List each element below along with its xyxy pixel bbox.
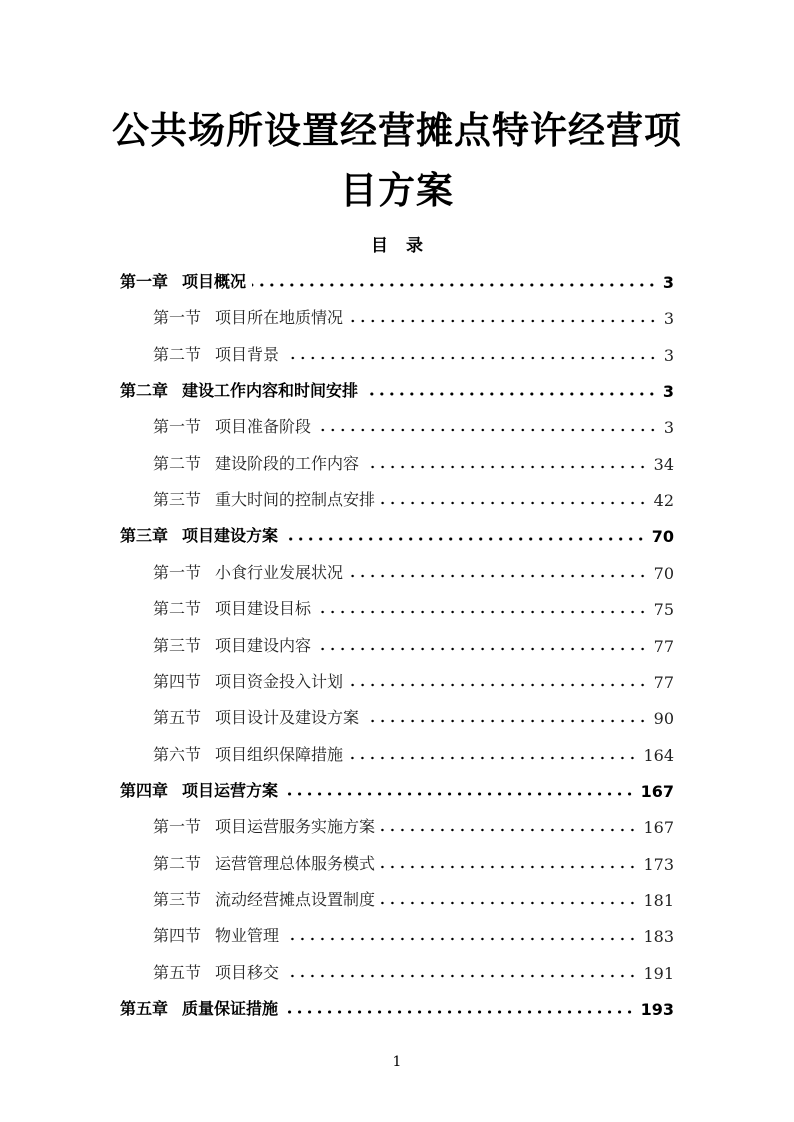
toc-entry-number: 第五章 [120,999,169,1018]
toc-entry-number: 第一章 [120,272,169,291]
dot-leader [364,392,657,396]
dot-leader [349,574,648,578]
toc-entry-number: 第三节 [153,635,202,655]
toc-entry-title: 项目运营方案 [182,780,279,800]
toc-entry-label [153,705,359,728]
toc-entry-title: 项目准备阶段 [215,417,312,437]
toc-entry-section[interactable] [153,811,674,837]
toc-entry-page: 183 [643,927,674,947]
toc-entry-title: 项目移交 [215,962,280,982]
toc-entry-number: 第一节 [153,562,202,582]
toc-entry-label [120,269,246,292]
document-title-line-2: 目方案 [340,169,454,212]
page-number: 1 [392,1054,402,1070]
dot-leader [365,719,648,723]
toc-entry-title: 项目设计及建设方案 [215,708,360,728]
toc-entry-label [120,778,278,801]
toc-entry-label [153,814,375,837]
toc-entry-title: 项目资金投入计划 [215,671,344,691]
toc-entry-section[interactable] [153,630,674,656]
toc-entry-label [153,887,375,910]
toc-entry-title: 项目所在地质情况 [215,308,344,328]
toc-entry-label [153,451,359,474]
toc-entry-number: 第二章 [120,381,169,401]
toc-entry-label [153,742,343,765]
toc-entry-number: 第三章 [120,526,169,546]
dot-leader [317,610,648,614]
dot-leader [381,828,637,832]
toc-entry-title: 项目建设内容 [215,635,312,655]
toc-entry-label [120,523,278,546]
toc-entry-number: 第四章 [120,780,169,800]
toc-entry-page: 77 [653,636,674,656]
toc-entry-title: 流动经营摊点设置制度 [215,889,376,909]
toc-entry-title: 项目建设方案 [182,526,279,546]
dot-leader [365,465,648,469]
toc-entry-label [153,305,343,328]
toc-entry-number: 第五节 [153,708,202,728]
toc-entry-page: 167 [643,818,674,838]
toc-entry-label [153,596,311,619]
toc-entry-section[interactable] [153,957,674,983]
toc-entry-page: 3 [663,418,674,438]
toc-entry-page: 181 [643,890,674,910]
document-title-line-1: 公共场所设置经营摊点特许经营项 [112,109,682,152]
toc-entry-title: 运营管理总体服务模式 [215,853,376,873]
toc-entry-title: 项目背景 [215,344,280,364]
toc-entry-number: 第四节 [153,926,202,946]
toc-entry-page: 3 [663,309,674,329]
toc-entry-label [153,560,343,583]
toc-entry-section[interactable] [153,339,674,365]
toc-entry-number: 第二节 [153,599,202,619]
toc-entry-chapter[interactable] [120,775,674,801]
toc-entry-number: 第三节 [153,889,202,909]
toc-entry-page: 90 [653,709,674,729]
toc-entry-label [153,414,311,437]
toc-entry-number: 第五节 [153,962,202,982]
dot-leader [285,356,658,360]
toc-entry-chapter[interactable] [120,520,674,546]
toc-entry-label [153,851,375,874]
dot-leader [349,756,637,760]
dot-leader [349,683,648,687]
toc-entry-number: 第一节 [153,308,202,328]
toc-entry-page: 164 [643,745,674,765]
toc-entry-number: 第三节 [153,490,202,510]
dot-leader [252,283,657,287]
dot-leader [349,319,658,323]
toc-entry-page: 193 [640,1000,674,1019]
toc-entry-number: 第一节 [153,817,202,837]
toc-entry-chapter[interactable] [120,375,674,401]
toc-entry-section[interactable] [153,702,674,728]
toc-entry-chapter[interactable] [120,266,674,292]
toc-entry-section[interactable] [153,848,674,874]
toc-entry-number: 第二节 [153,344,202,364]
toc-entry-page: 34 [653,454,674,474]
toc-entry-number: 第二节 [153,853,202,873]
toc-entry-title: 项目组织保障措施 [215,744,344,764]
toc-entry-number: 第二节 [153,453,202,473]
toc-entry-page: 42 [653,491,674,511]
toc-entry-title: 项目运营服务实施方案 [215,817,376,837]
dot-leader [381,501,648,505]
dot-leader [381,901,637,905]
toc-entry-section[interactable] [153,448,674,474]
toc-entry-page: 3 [663,345,674,365]
toc-entry-section[interactable] [153,411,674,437]
toc-entry-title: 项目建设目标 [215,599,312,619]
dot-leader [284,792,635,796]
toc-entry-section[interactable] [153,484,674,510]
toc-entry-label [120,996,278,1019]
toc-entry-section[interactable] [153,884,674,910]
toc-entry-number: 第四节 [153,671,202,691]
toc-entry-label [153,960,279,983]
toc-entry-title: 重大时间的控制点安排 [215,490,376,510]
dot-leader [284,537,646,541]
toc-entry-section[interactable] [153,557,674,583]
toc-entry-title: 小食行业发展状况 [215,562,344,582]
toc-entry-number: 第六节 [153,744,202,764]
dot-leader [285,937,637,941]
dot-leader [284,1010,635,1014]
toc-entry-page: 70 [653,563,674,583]
toc-entry-section[interactable] [153,593,674,619]
toc-entry-page: 3 [662,273,674,292]
toc-entry-label [153,487,375,510]
toc-entry-section[interactable] [153,739,674,765]
dot-leader [317,647,648,651]
toc-entry-label [120,378,358,401]
dot-leader [285,974,637,978]
toc-entry-page: 77 [653,672,674,692]
toc-entry-number: 第一节 [153,417,202,437]
toc-entry-section[interactable] [153,302,674,328]
toc-entry-page: 70 [651,527,674,547]
toc-entry-page: 75 [653,600,674,620]
toc-entry-page: 3 [662,382,674,402]
toc-entry-page: 191 [643,963,674,983]
toc-entry-title: 项目概况 [182,272,247,291]
toc-entry-section[interactable] [153,666,674,692]
toc-entry-label [153,633,311,656]
toc-heading: 目录 [371,236,441,256]
toc-entry-title: 物业管理 [215,926,280,946]
toc-entry-label [153,669,343,692]
toc-entry-page: 167 [640,781,674,801]
toc-entry-label [153,923,279,946]
toc-entry-title: 建设阶段的工作内容 [215,453,360,473]
toc-entry-chapter[interactable] [120,993,674,1019]
toc-entry-label [153,342,279,365]
dot-leader [381,865,637,869]
dot-leader [317,428,658,432]
toc-entry-title: 质量保证措施 [182,999,279,1018]
toc-entry-section[interactable] [153,920,674,946]
toc-entry-page: 173 [643,854,674,874]
toc-entry-title: 建设工作内容和时间安排 [182,381,359,401]
